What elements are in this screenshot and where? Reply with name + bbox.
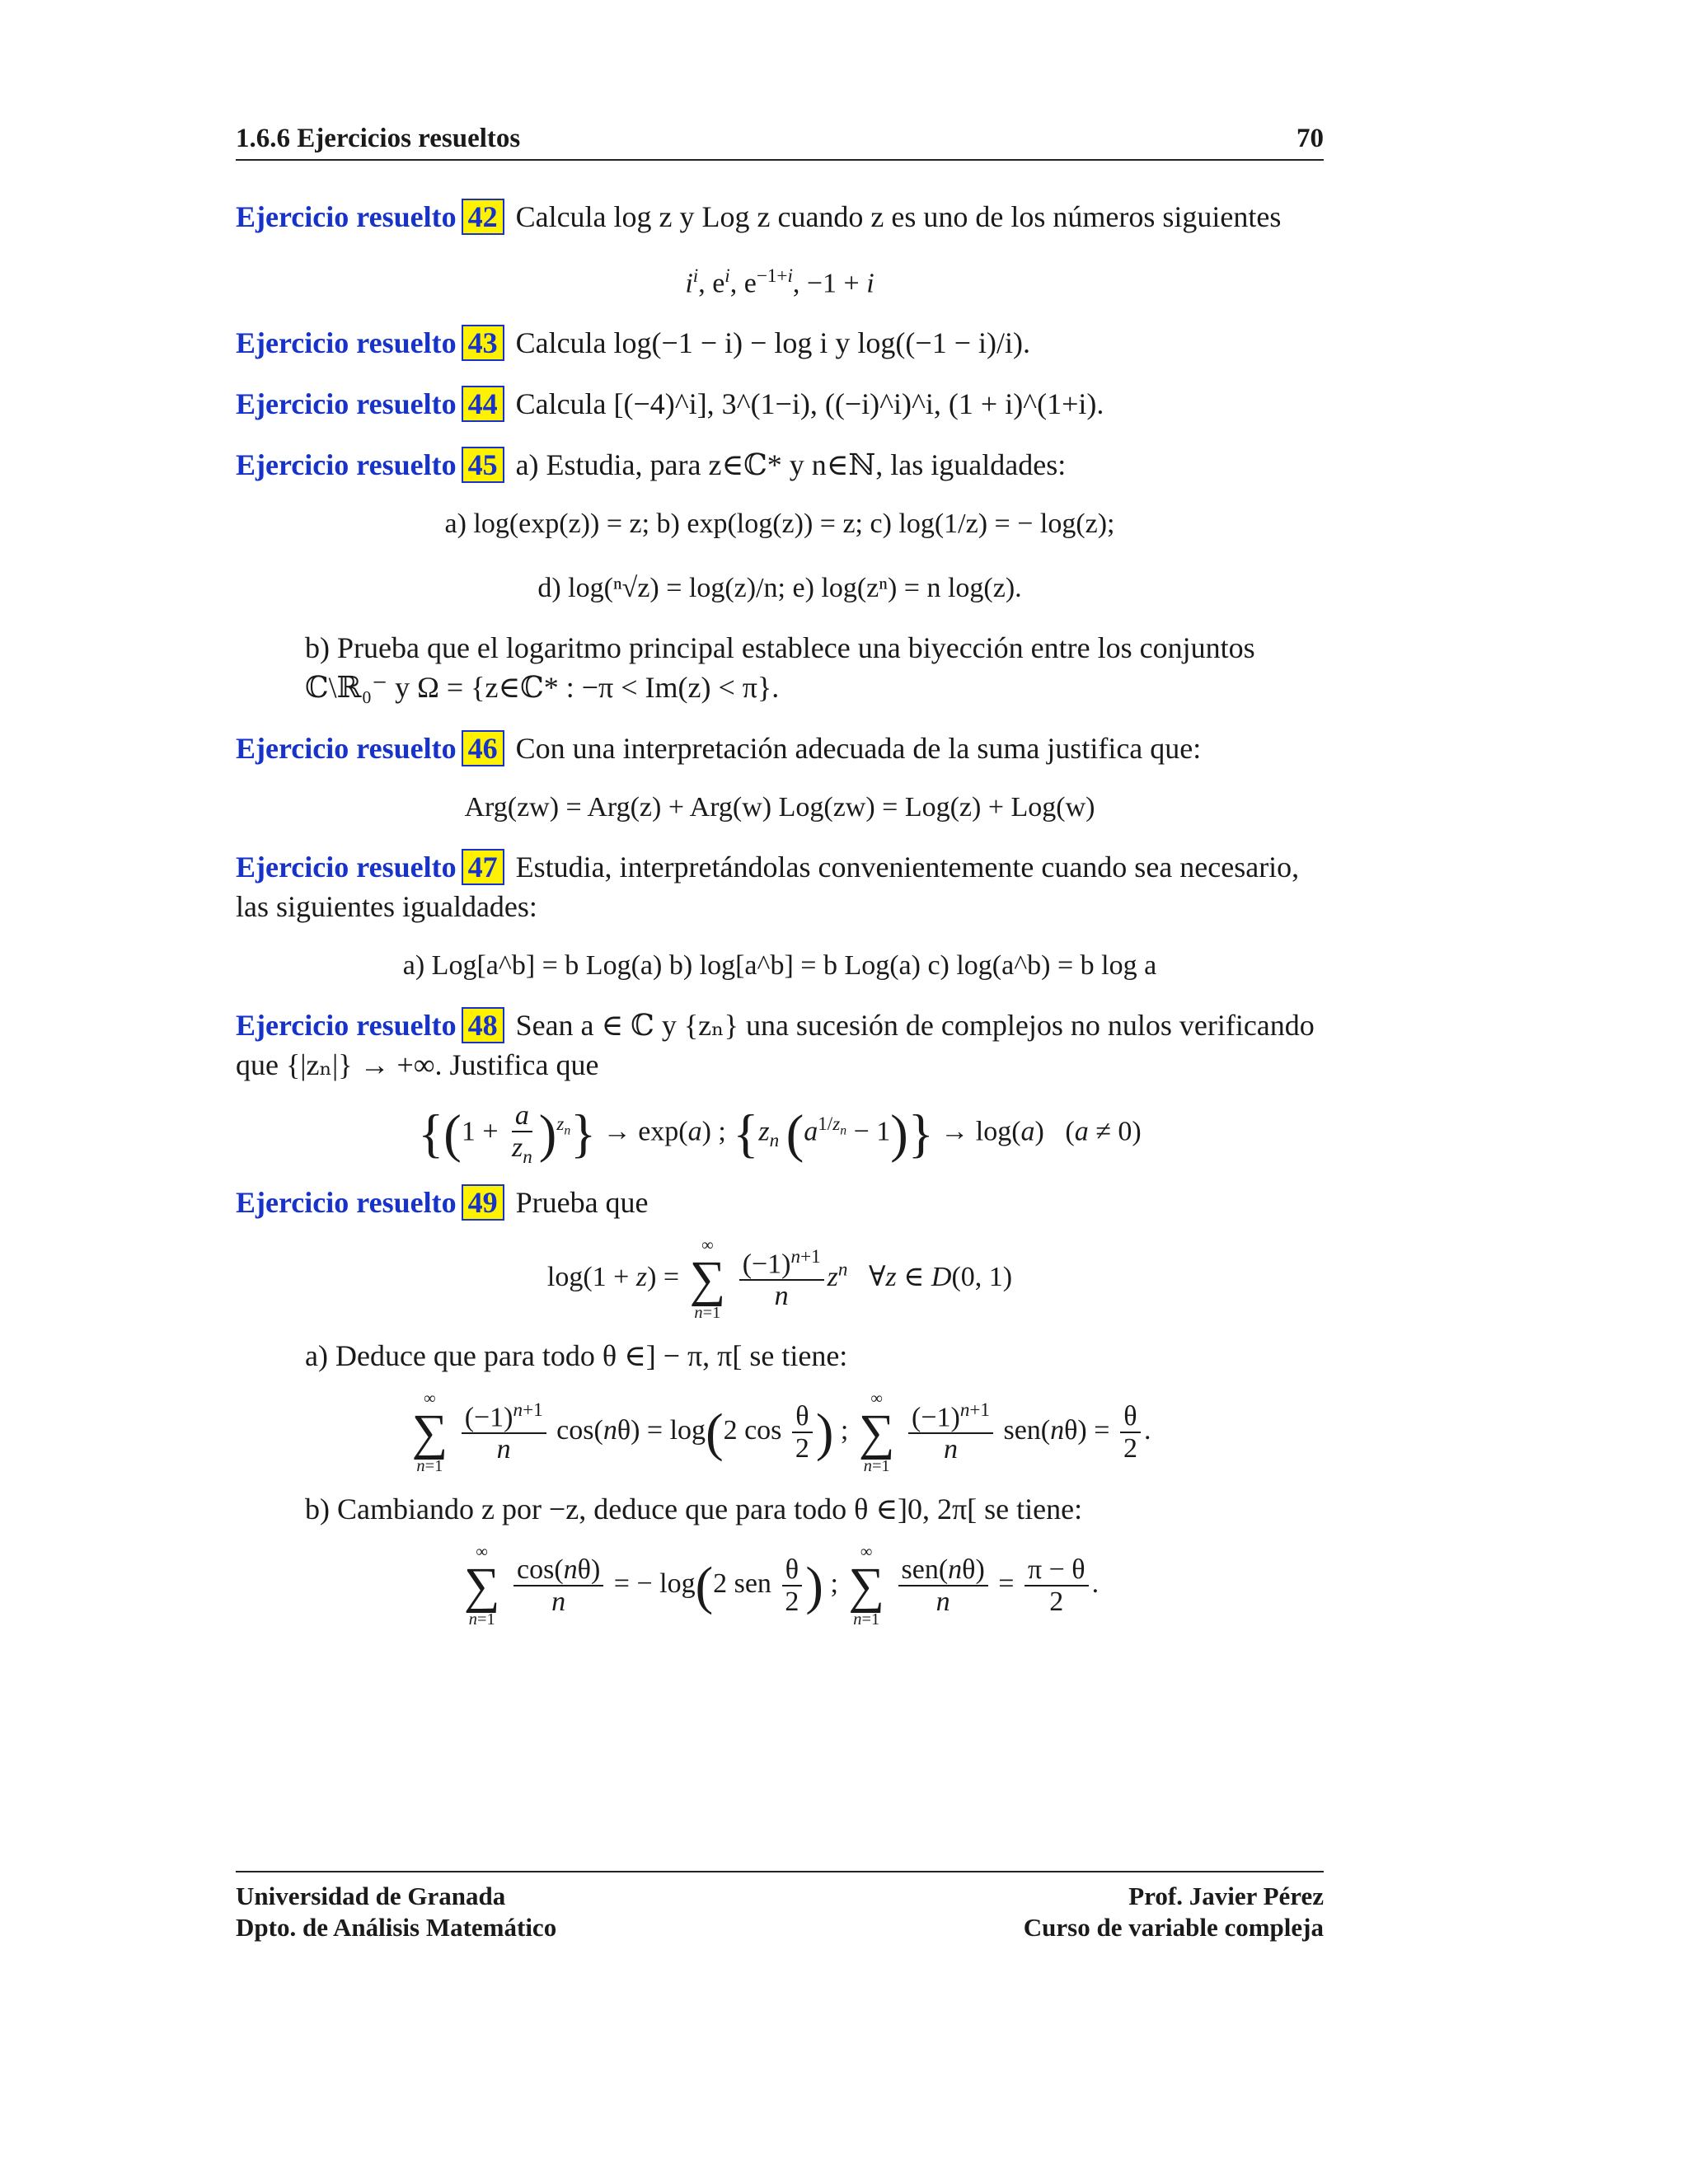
footer-department: Dpto. de Análisis Matemático <box>236 1913 557 1942</box>
page-number: 70 <box>1296 124 1324 153</box>
exercise-number-box: 44 <box>462 386 504 422</box>
formula-46: Arg(zw) = Arg(z) + Arg(w) Log(zw) = Log(z) + Log(w) <box>464 792 1095 823</box>
exercise-number-box: 49 <box>462 1184 504 1221</box>
footer-left <box>236 1881 556 1943</box>
exercise-label: Ejercicio resuelto <box>236 1009 457 1043</box>
exercise-46 <box>236 729 1324 832</box>
exercise-label: Ejercicio resuelto <box>236 732 457 766</box>
exercise-label: Ejercicio resuelto <box>236 851 457 884</box>
exercise-text: Con una interpretación adecuada de la suma justifica que: <box>515 732 1202 766</box>
section-title: 1.6.6 Ejercicios resueltos <box>236 124 521 153</box>
footer-course: Curso de variable compleja <box>1023 1913 1324 1942</box>
exercise-number-box: 47 <box>462 849 504 885</box>
exercise-text: Calcula [(−4)^i], 3^(1−i), ((−i)^i)^i, (1 + i)^(1+i). <box>515 387 1104 421</box>
exercise-45 <box>236 445 1324 707</box>
exercise-44 <box>236 384 1324 424</box>
exercise-label: Ejercicio resuelto <box>236 387 457 421</box>
formula-49: log(1 + z) = ∞ ∑ n=1 $\frac{(-1)^{n+1}}{n}$ $z^n$ ∀z ∈ D(0, 1) <box>546 1236 1013 1322</box>
formula-49-b: ∞ ∑ n=1 $\frac{\cos(n\theta)}{n}$ = − log(2 sen $\frac{\theta}{2}$ ) ; ∞ ∑ n=1 $\frac{\text{sen(nθ)}}{n}$ = $\frac{\pi - \theta}{2}$ . <box>463 1543 1100 1629</box>
footer-right <box>1024 1881 1324 1943</box>
exercise-number-box: 48 <box>462 1007 504 1043</box>
footer-university: Universidad de Granada <box>236 1882 506 1910</box>
exercise-47 <box>236 847 1324 991</box>
formula-42: $i^i$, $e^i$, $e^{-1+i}$, −1 + i <box>685 265 874 299</box>
formula-45-2: d) log(ⁿ√z) = log(z)/n; e) log(zⁿ) = n log(z). <box>537 573 1022 604</box>
exercise-49-part-a: a) Deduce que para todo θ ∈] − π, π[ se tiene: <box>305 1339 848 1373</box>
exercise-text: Prueba que <box>515 1186 649 1220</box>
exercise-label: Ejercicio resuelto <box>236 448 457 482</box>
exercise-text: Sean a ∈ ℂ y {zₙ} una sucesión de complejos no nulos verificando que {|zₙ|} → +∞. Justifica que <box>236 1009 1315 1082</box>
page-header <box>236 124 1324 161</box>
formula-45-1: a) log(exp(z)) = z; b) exp(log(z)) = z; c) log(1/z) = − log(z); <box>444 509 1115 540</box>
exercise-number-box: 42 <box>462 199 504 235</box>
exercise-label: Ejercicio resuelto <box>236 200 457 233</box>
exercise-number-box: 43 <box>462 325 504 361</box>
page <box>236 124 1324 1643</box>
footer-author: Prof. Javier Pérez <box>1128 1882 1324 1910</box>
exercise-48 <box>236 1005 1324 1168</box>
formula-49-a: ∞ ∑ n=1 $\frac{(-1)^{n+1}}{n}$ cos(nθ) = log(2 cos $\frac{\theta}{2}$ ) ; ∞ ∑ n=1 $\frac{(-1)^{n+1}}{n}$ sen(nθ) = $\frac{\theta}{2}$ . <box>411 1390 1151 1475</box>
exercise-text: Calcula log(−1 − i) − log i y log((−1 − i)/i). <box>515 326 1030 360</box>
exercise-45-part-b: b) Prueba que el logaritmo principal establece una biyección entre los conjuntos ℂ\ℝ₀⁻ y Ω = {z∈ℂ* : −π < Im(z) < π}. <box>305 631 1255 705</box>
exercise-49-part-b: b) Cambiando z por −z, deduce que para todo θ ∈]0, 2π[ se tiene: <box>305 1493 1083 1526</box>
exercise-text: Calcula log z y Log z cuando z es uno de los números siguientes <box>515 200 1282 233</box>
formula-47: a) Log[a^b] = b Log(a) b) log[a^b] = b Log(a) c) log(a^b) = b log a <box>402 950 1157 982</box>
exercise-label: Ejercicio resuelto <box>236 326 457 360</box>
exercise-text: a) Estudia, para z∈ℂ* y n∈ℕ, las igualdades: <box>515 448 1067 482</box>
page-footer <box>236 1871 1324 1943</box>
exercise-42 <box>236 197 1324 308</box>
exercise-label: Ejercicio resuelto <box>236 1186 457 1220</box>
exercise-43 <box>236 323 1324 363</box>
exercise-49 <box>236 1183 1324 1628</box>
exercise-text: Estudia, interpretándolas convenientemente cuando sea necesario, las siguientes igualdades: <box>236 851 1300 924</box>
exercise-number-box: 45 <box>462 447 504 483</box>
formula-48: {(1 + $\frac{a}{z_n}$ )$^{z_n}$} → exp(a) ; {$z_n$ $(a^{1/z_n} - 1)\} \to \log(a) (a \ne 0)$ <box>418 1099 1142 1168</box>
exercise-number-box: 46 <box>462 730 504 766</box>
